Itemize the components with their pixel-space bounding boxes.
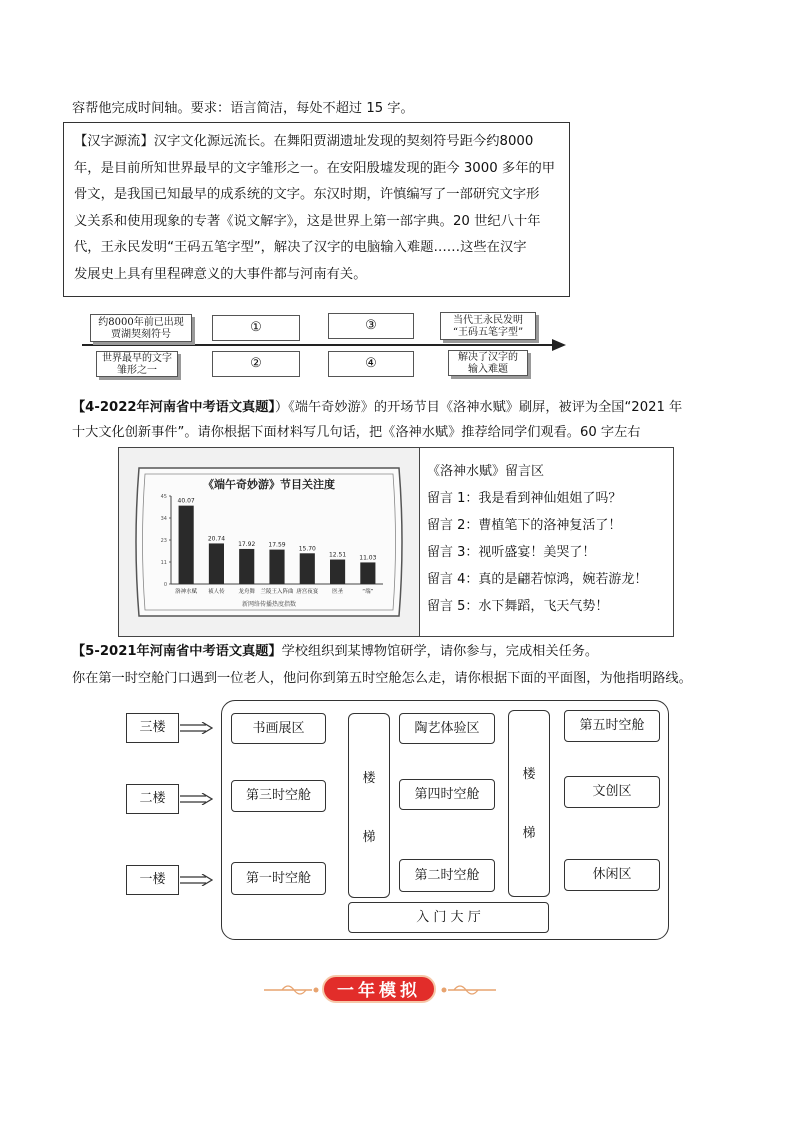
chart-value-label: 12.51 [328, 551, 347, 559]
room-lobby: 入 门 大 厅 [348, 902, 549, 933]
timeline-bottom-box-1 [96, 351, 178, 377]
chart-value-label: 40.07 [177, 497, 195, 505]
timeline-blank-2 [212, 351, 300, 377]
double-arrow-icon [180, 722, 213, 734]
room-capsule-1: 第一时空舱 [231, 862, 326, 895]
q4-line-1 [72, 396, 682, 415]
banner-ornament-right [440, 980, 498, 1000]
timeline-text: 约8000年前已出现 [98, 317, 184, 328]
chart-x-tick-label: 医圣 [332, 589, 344, 595]
timeline-text: “王码五笔字型” [452, 327, 524, 338]
room-capsule-3: 第三时空舱 [231, 780, 326, 812]
passage-line: 义关系和使用现象的专著《说文解字》，这是世界上第一部字典。20 世纪八十年 [74, 213, 541, 229]
timeline-top-box-4 [440, 312, 536, 340]
chart-y-tick-label: 34 [160, 516, 167, 522]
blank-number: ③ [365, 318, 377, 333]
chart-y-tick-label: 45 [160, 494, 167, 500]
timeline-blank-3 [328, 313, 414, 339]
intro-line: 容帮他完成时间轴。要求：语言简洁，每处不超过 15 字。 [72, 101, 414, 116]
room-capsule-4: 第四时空舱 [399, 779, 495, 810]
comment-item: 留言 1：我是看到神仙姐姐了吗？ [427, 491, 622, 506]
chart-value-label: 11.03 [359, 554, 377, 562]
stairs-char: 梯 [362, 830, 376, 845]
timeline-top-box-1 [90, 314, 192, 342]
chart-value-label: 17.92 [238, 540, 256, 548]
timeline-text: 雏形之一 [117, 365, 157, 376]
chart-comment-table [118, 447, 674, 637]
comment-title: 《洛神水赋》留言区 [427, 464, 545, 479]
timeline-blank-1 [212, 315, 300, 341]
timeline-bottom-box-4 [448, 350, 528, 376]
chart-x-tick-label: 龙舟舞 [238, 589, 255, 595]
stairs-left [348, 713, 390, 898]
chart-x-tick-label: 洛神水赋 [175, 589, 198, 595]
passage-line: 【汉字源流】汉字文化源远流长。在舞阳贾湖遗址发现的契刻符号距今约8000 [74, 134, 534, 149]
double-arrow-icon [180, 874, 213, 886]
chart-value-label: 20.74 [207, 535, 226, 543]
comment-item: 留言 5：水下舞蹈，飞天气势！ [427, 599, 609, 614]
timeline-arrowhead-icon [552, 339, 566, 351]
comment-area [427, 458, 647, 620]
passage-line: 代，王永民发明“王码五笔字型”，解决了汉字的电脑输入难题……这些在汉字 [74, 240, 527, 255]
blank-number: ② [250, 356, 262, 371]
banner-ornament-left [262, 980, 320, 1000]
chart-value-label: 15.70 [298, 545, 316, 553]
passage-box [63, 122, 570, 297]
chart-x-tick-label: 兰陵王入阵曲 [260, 589, 294, 595]
blank-number: ① [250, 320, 262, 335]
chart-x-tick-label: 祯人传 [208, 589, 225, 595]
floor-plan [221, 700, 669, 940]
chart-title: 《端午奇妙游》节目关注度 [203, 478, 335, 491]
timeline-text: 贾湖契刻符号 [111, 329, 171, 340]
chart-x-tick-label: 唐宫夜宴 [296, 589, 319, 595]
timeline-text: 解决了汉字的 [458, 352, 518, 363]
q5-line-2: 你在第一时空舱门口遇到一位老人，他问你到第五时空舱怎么走，请你根据下面的平面图，为他指明路线。 [72, 671, 692, 686]
passage-line: 骨文，是我国已知最早的成系统的文字。东汉时期，许慎编写了一部研究文字形 [74, 187, 540, 202]
floor-label-2: 二楼 [126, 784, 179, 814]
chart-y-tick-label: 0 [163, 582, 167, 588]
stairs-right [508, 710, 550, 897]
timeline-text: 世界最早的文字 [102, 353, 172, 364]
room-capsule-2: 第二时空舱 [399, 859, 495, 892]
comment-item: 留言 3：视听盛宴！美哭了！ [427, 545, 596, 560]
attention-bar-chart [119, 448, 419, 636]
q5-line-1 [72, 640, 598, 659]
q5-tag: 【5-2021年河南省中考语文真题】 [72, 644, 282, 659]
table-divider [419, 448, 420, 636]
blank-number: ④ [365, 356, 377, 371]
q4-text: ）《端午奇妙游》的开场节目《洛神水赋》刷屏，被评为全国“2021 年 [275, 400, 683, 415]
section-banner-title: 一年模拟 [322, 975, 436, 1003]
passage-line: 年，是目前所知世界最早的文字雏形之一。在安阳殷墟发现的距今 3000 多年的甲 [74, 160, 556, 176]
passage-line: 发展史上具有里程碑意义的大事件都与河南有关。 [74, 266, 367, 282]
room-pottery: 陶艺体验区 [399, 713, 495, 744]
chart-bar [179, 506, 194, 584]
chart-bar [330, 560, 345, 584]
timeline-blank-4 [328, 351, 414, 377]
q4-tag: 【4-2022年河南省中考语文真题】 [72, 400, 276, 415]
stairs-char: 梯 [522, 826, 536, 841]
room-capsule-5: 第五时空舱 [564, 710, 660, 742]
chart-bar [239, 549, 254, 584]
comment-item: 留言 2：曹植笔下的洛神复活了！ [427, 518, 622, 533]
chart-x-tick-label: “端” [362, 589, 374, 595]
q5-text: 学校组织到某博物馆研学，请你参与，完成相关任务。 [281, 644, 599, 659]
room-leisure: 休闲区 [564, 859, 660, 891]
timeline [82, 308, 572, 384]
chart-source: 新网络传播热度指数 [241, 601, 297, 608]
stairs-char: 楼 [522, 767, 536, 782]
q4-line-2: 十大文化创新事件”。请你根据下面材料写几句话，把《洛神水赋》推荐给同学们观看。60 字左右 [72, 425, 641, 440]
timeline-axis [82, 344, 556, 346]
chart-bar [209, 543, 224, 584]
floor-label-1: 一楼 [126, 865, 179, 895]
room-calligraphy: 书画展区 [231, 713, 326, 744]
chart-value-label: 17.59 [268, 541, 286, 549]
chart-bar [269, 550, 284, 584]
chart-photo [119, 448, 419, 636]
room-creative: 文创区 [564, 776, 660, 808]
comment-item: 留言 4：真的是翩若惊鸿，婉若游龙！ [427, 572, 648, 587]
chart-y-tick-label: 11 [160, 560, 167, 566]
chart-bar [300, 553, 315, 584]
timeline-text: 输入难题 [468, 364, 508, 375]
stairs-char: 楼 [362, 771, 376, 786]
timeline-text: 当代王永民发明 [453, 315, 523, 326]
double-arrow-icon [180, 793, 213, 805]
chart-y-tick-label: 23 [160, 538, 167, 544]
floor-label-3: 三楼 [126, 713, 179, 743]
chart-bar [360, 562, 375, 584]
